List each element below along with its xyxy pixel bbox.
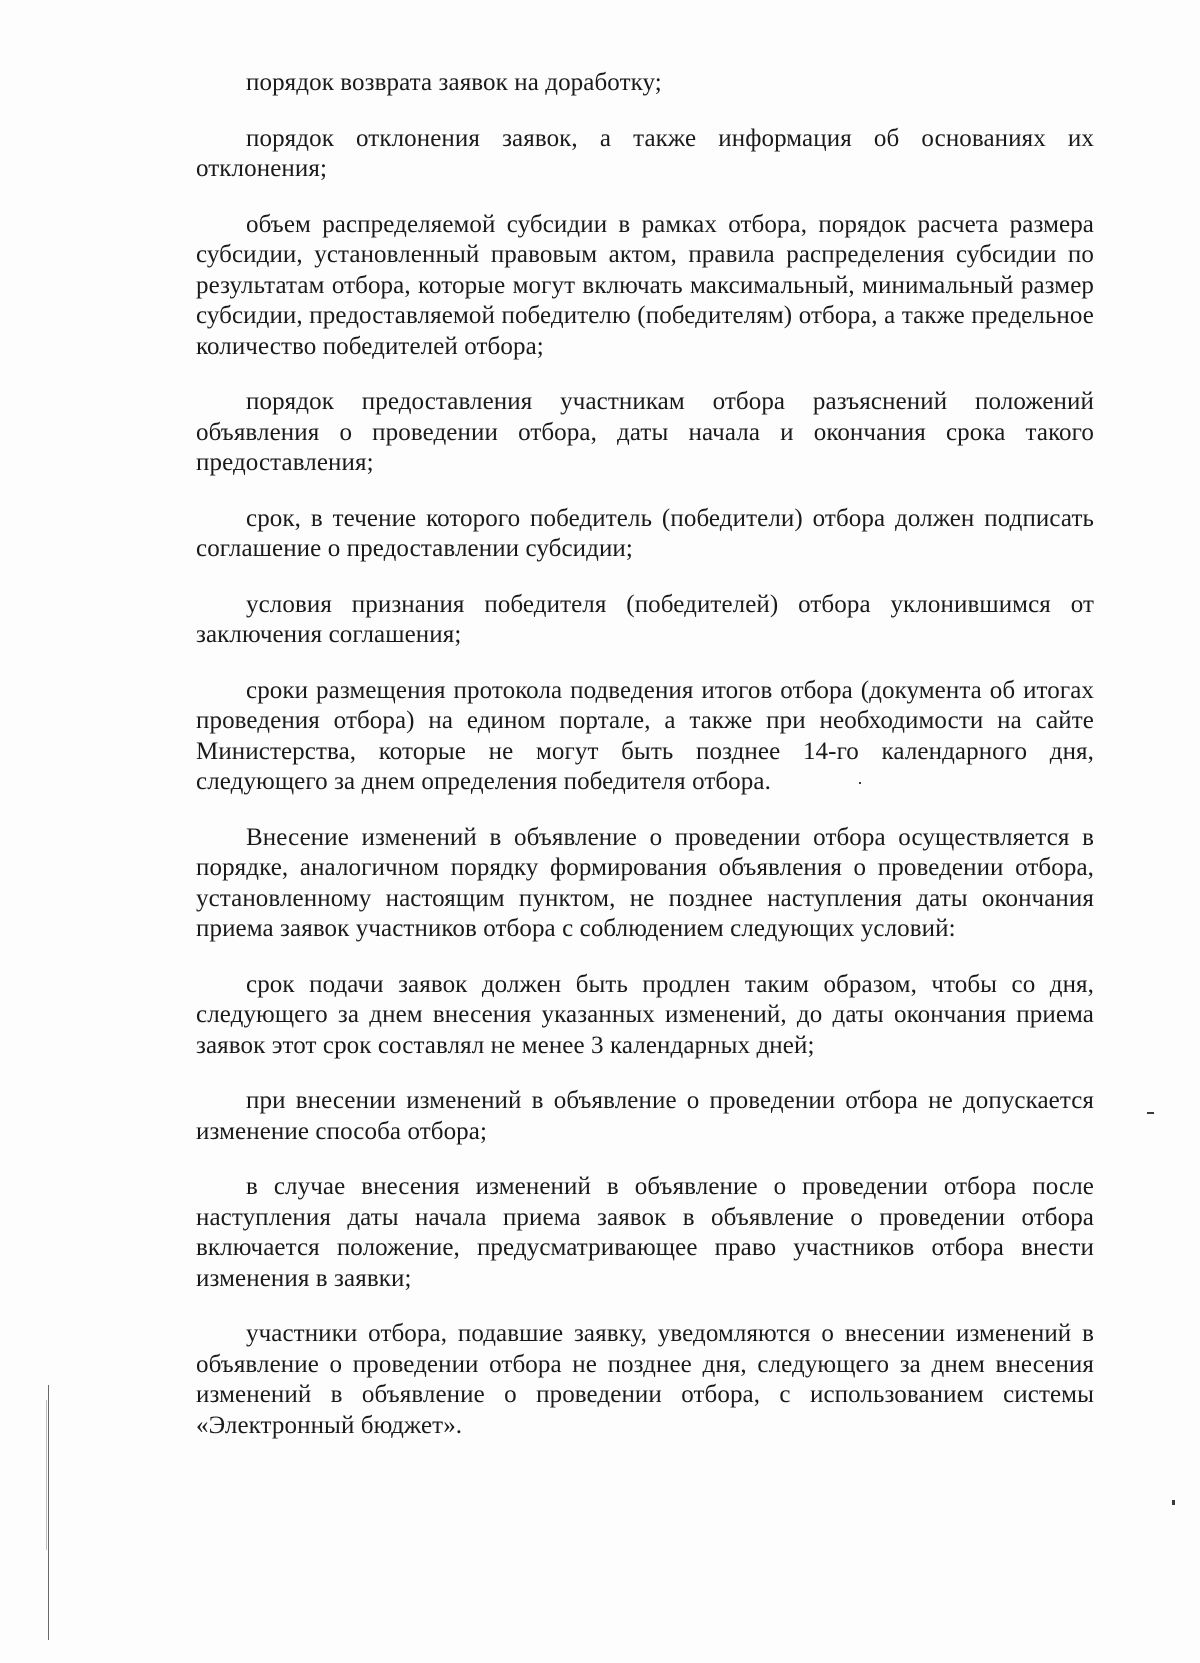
paragraph-rejection-procedure: порядок отклонения заявок, а также информация об основаниях их отклонения; [196, 124, 1094, 182]
paragraph-protocol-terms: сроки размещения протокола подведения итогов отбора (документа об итогах проведения отбора) на едином портале, а также при необходимости на сайте Министерства, которые не могут быть позднее 14-го календарного дня, следующего за днем определения победителя отбора. [196, 676, 1094, 795]
paragraph-signing-term: срок, в течение которого победитель (победители) отбора должен подписать соглашение о предоставлении субсидии; [196, 504, 1094, 562]
scan-edge-line-faint [46, 1400, 47, 1550]
scan-speck [1147, 1112, 1154, 1114]
scan-edge-line [48, 1385, 49, 1640]
scan-speck [859, 782, 861, 784]
document-body [196, 68, 1094, 1466]
paragraph-amendments: Внесение изменений в объявление о проведении отбора осуществляется в порядке, аналогичном порядку формирования объявления о проведении отбора, установленному настоящим пунктом, не позднее наступления даты окончания приема заявок участников отбора с соблюдением следующих условий: [196, 823, 1094, 942]
paragraph-clarifications: порядок предоставления участникам отбора разъяснений положений объявления о проведении отбора, даты начала и окончания срока такого предоставления; [196, 388, 1094, 476]
paragraph-subsidy-volume: объем распределяемой субсидии в рамках отбора, порядок расчета размера субсидии, установленный правовым актом, правила распределения субсидии по результатам отбора, которые могут включать максимальный, минимальный размер субсидии, предоставляемой победителю (победителям) отбора, а также предельное количество победителей отбора; [196, 210, 1094, 360]
paragraph-return-procedure: порядок возврата заявок на доработку; [246, 69, 662, 96]
paragraph-method-unchanged: при внесении изменений в объявление о проведении отбора не допускается изменение способа отбора; [196, 1087, 1094, 1145]
paragraph-deadline-extension: срок подачи заявок должен быть продлен таким образом, чтобы со дня, следующего за днем внесения указанных изменений, до даты окончания приема заявок этот срок составлял не менее 3 календарных дней; [196, 970, 1094, 1059]
scan-speck [1172, 1500, 1175, 1505]
paragraph-participant-notice: участники отбора, подавшие заявку, уведомляются о внесении изменений в объявление о проведении отбора не позднее дня, следующего за днем внесения изменений в объявление о проведении отбора, с использованием системы «Электронный бюджет». [196, 1320, 1094, 1439]
paragraph-evasion-conditions: условия признания победителя (победителей) отбора уклонившимся от заключения соглашения; [196, 590, 1094, 648]
paragraph-right-to-amend: в случае внесения изменений в объявление о проведении отбора после наступления даты начала приема заявок в объявление о проведении отбора включается положение, предусматривающее право участников отбора внести изменения в заявки; [196, 1173, 1094, 1292]
